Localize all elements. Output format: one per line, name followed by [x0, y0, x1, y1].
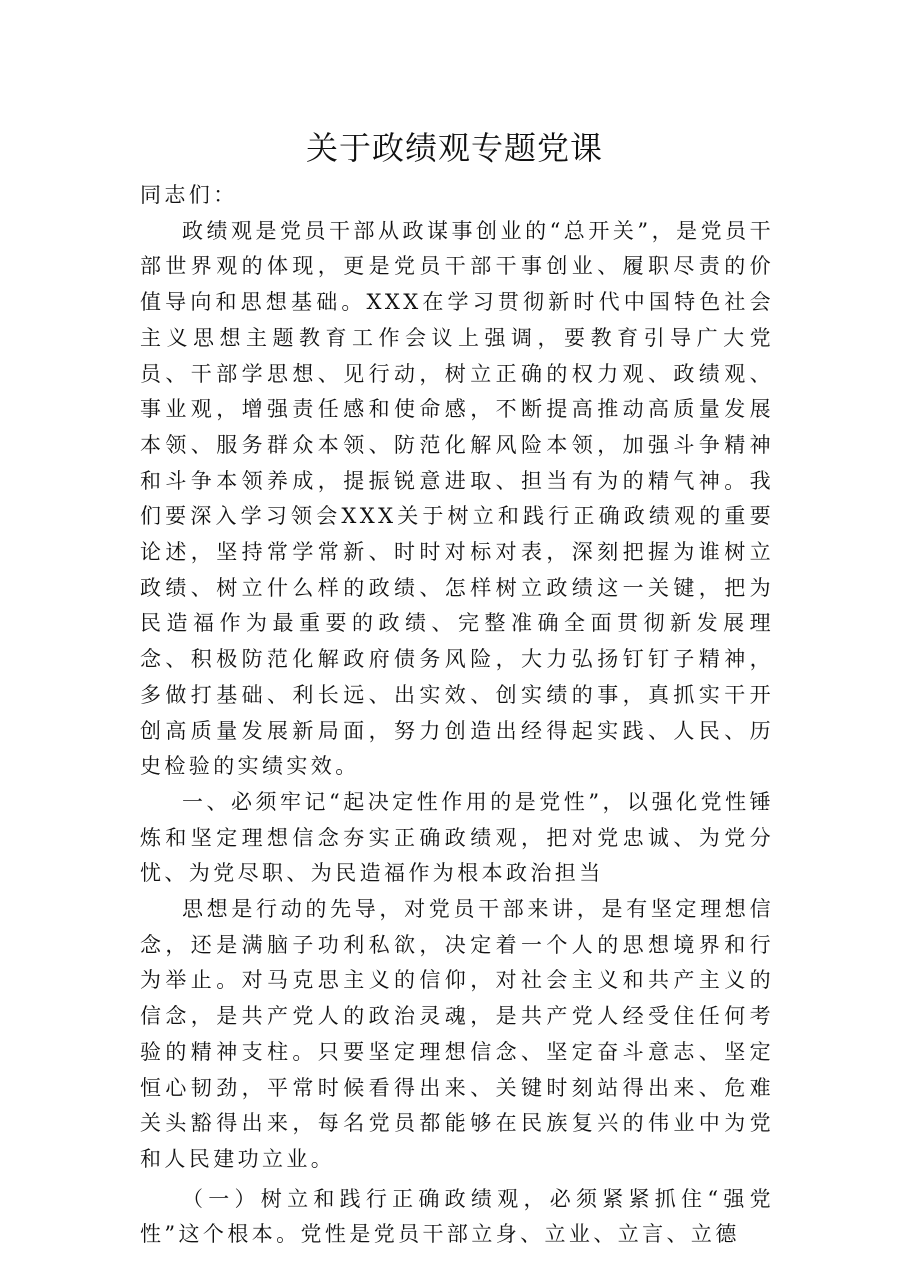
document-body	[140, 178, 774, 1253]
paragraph-intro: 政绩观是党员干部从政谋事创业的“总开关”，是党员干部世界观的体现，更是党员干部干事创业、履职尽责的价值导向和思想基础。XXX在学习贯彻新时代中国特色社会主义思想主题教育工作会议上强调，要教育引导广大党员、干部学思想、见行动，树立正确的权力观、政绩观、事业观，增强责任感和使命感，不断提高推动高质量发展本领、服务群众本领、防范化解风险本领，加强斗争精神和斗争本领养成，提振锐意进取、担当有为的精气神。我们要深入学习领会XXX关于树立和践行正确政绩观的重要论述，坚持常学常新、时时对标对表，深刻把握为谁树立政绩、树立什么样的政绩、怎样树立政绩这一关键，把为民造福作为最重要的政绩、完整准确全面贯彻新发展理念、积极防范化解政府债务风险，大力弘扬钉钉子精神，多做打基础、利长远、出实效、创实绩的事，真抓实干开创高质量发展新局面，努力创造出经得起实践、人民、历史检验的实绩实效。	[140, 218, 774, 779]
paragraph-ideals: 思想是行动的先导，对党员干部来讲，是有坚定理想信念，还是满脑子功利私欲，决定着一个人的思想境界和行为举止。对马克思主义的信仰，对社会主义和共产主义的信念，是共产党人的政治灵魂，是共产党人经受住任何考验的精神支柱。只要坚定理想信念、坚定奋斗意志、坚定恒心韧劲，平常时候看得出来、关键时刻站得出来、危难关头豁得出来，每名党员都能够在民族复兴的伟业中为党和人民建功立业。	[140, 897, 774, 1171]
document-title: 关于政绩观专题党课	[305, 129, 603, 167]
subsection-heading-1: （一）树立和践行正确政绩观，必须紧紧抓住“强党性”这个根本。党性是党员干部立身、立业、立言、立德	[140, 1186, 774, 1247]
salutation: 同志们：	[140, 183, 238, 207]
section-heading-1: 一、必须牢记“起决定性作用的是党性”，以强化党性锤炼和坚定理想信念夯实正确政绩观，把对党忠诚、为党分忧、为党尽职、为民造福作为根本政治担当	[140, 789, 774, 886]
